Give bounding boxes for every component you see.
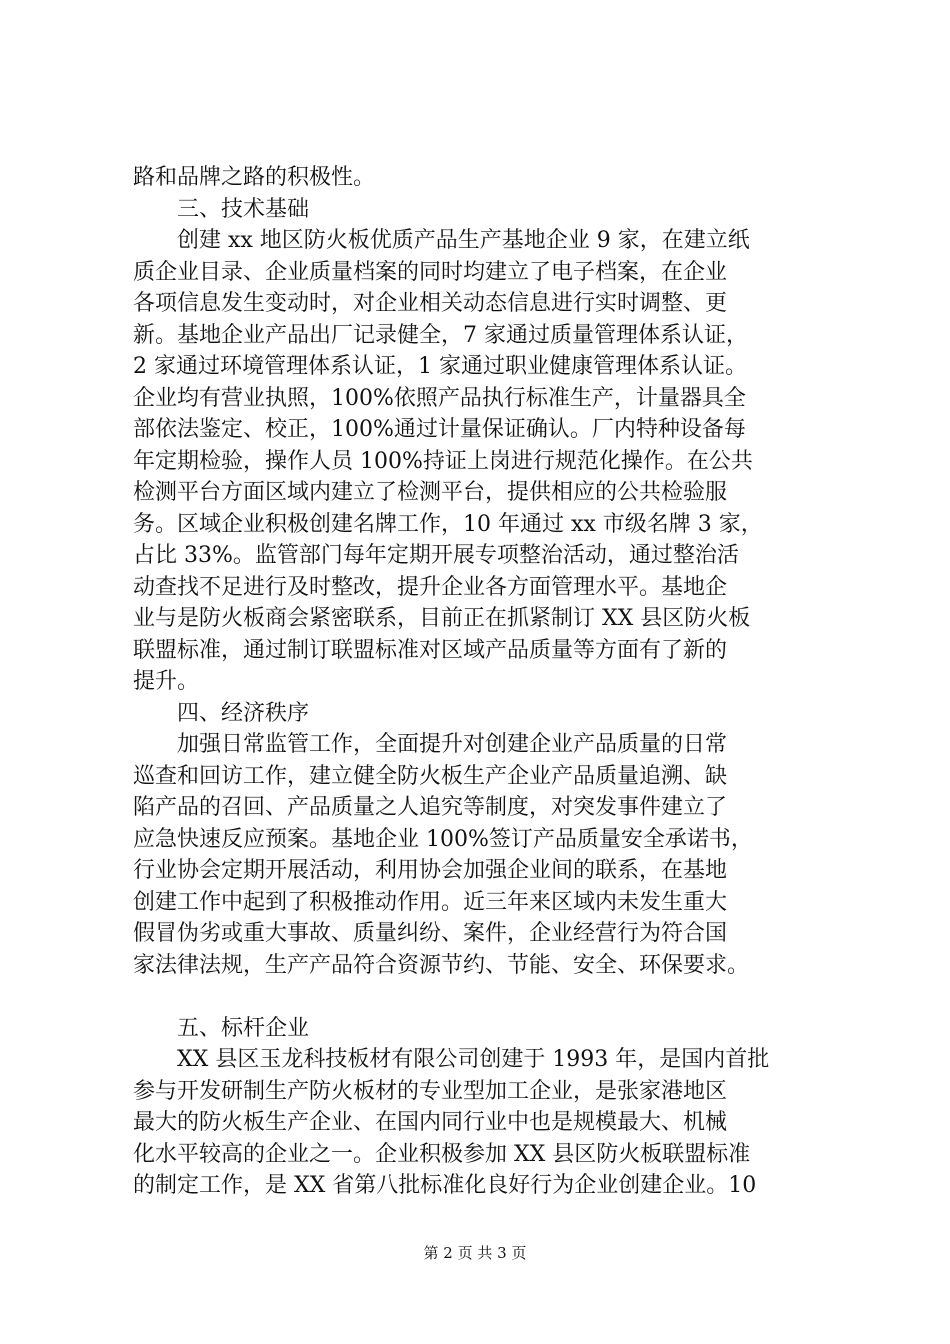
section-heading-3: 三、技术基础 (177, 196, 310, 222)
document-body (133, 162, 828, 1202)
paragraph-line: 巡查和回访工作，建立健全防火板生产企业产品质量追溯、缺 (133, 763, 728, 789)
paragraph-line: 联盟标准，通过制订联盟标准对区域产品质量等方面有了新的 (133, 637, 728, 663)
paragraph-line: 创建工作中起到了积极推动作用。近三年来区域内未发生重大 (133, 889, 728, 915)
paragraph-line: 部依法鉴定、校正，100%通过计量保证确认。厂内特种设备每 (133, 417, 746, 442)
paragraph-line: 动查找不足进行及时整改，提升企业各方面管理水平。基地企 (133, 574, 728, 600)
paragraph-line: 化水平较高的企业之一。企业积极参加 XX 县区防火板联盟标准 (133, 1141, 751, 1167)
paragraph-line: 质企业目录、企业质量档案的同时均建立了电子档案，在企业 (133, 259, 728, 285)
paragraph-line: 务。区域企业积极创建名牌工作，10 年通过 xx 市级名牌 3 家， (133, 511, 763, 537)
paragraph-line: XX 县区玉龙科技板材有限公司创建于 1993 年，是国内首批 (177, 1047, 770, 1072)
paragraph-line: 应急快速反应预案。基地企业 100%签订产品质量安全承诺书， (133, 826, 753, 852)
paragraph-line: 创建 xx 地区防火板优质产品生产基地企业 9 家，在建立纸 (177, 228, 750, 253)
section-heading-5: 五、标杆企业 (177, 1015, 310, 1041)
paragraph-line: 占比 33%。监管部门每年定期开展专项整治活动，通过整治活 (133, 543, 739, 568)
page-number-footer: 第 2 页 共 3 页 (423, 1244, 527, 1262)
paragraph-line: 年定期检验，操作人员 100%持证上岗进行规范化操作。在公共 (133, 448, 753, 474)
paragraph-line: 提升。 (133, 669, 200, 694)
paragraph-line: 加强日常监管工作，全面提升对创建企业产品质量的日常 (177, 732, 728, 757)
paragraph-line: 行业协会定期开展活动，利用协会加强企业间的联系，在基地 (133, 858, 728, 883)
paragraph-line: 2 家通过环境管理体系认证，1 家通过职业健康管理体系认证。 (133, 354, 747, 379)
blank-line (133, 981, 828, 1013)
paragraph-line: 检测平台方面区域内建立了检测平台，提供相应的公共检验服 (133, 480, 728, 505)
paragraph-line: 的制定工作，是 XX 省第八批标准化良好行为企业创建企业。10 (133, 1173, 757, 1198)
section-heading-4: 四、经济秩序 (177, 700, 310, 726)
paragraph-line: 新。基地企业产品出厂记录健全，7 家通过质量管理体系认证， (133, 322, 748, 348)
paragraph-line: 假冒伪劣或重大事故、质量纠纷、案件，企业经营行为符合国 (133, 921, 728, 946)
paragraph-line: 家法律法规，生产产品符合资源节约、节能、安全、环保要求。 (133, 952, 750, 978)
paragraph-line: 业与是防火板商会紧密联系，目前正在抓紧制订 XX 县区防火板 (133, 606, 751, 631)
paragraph-line: 各项信息发生变动时，对企业相关动态信息进行实时调整、更 (133, 291, 728, 316)
paragraph-line: 陷产品的召回、产品质量之人追究等制度，对突发事件建立了 (133, 795, 728, 820)
paragraph-line: 最大的防火板生产企业、在国内同行业中也是规模最大、机械 (133, 1110, 728, 1135)
paragraph-line: 参与开发研制生产防火板材的专业型加工企业，是张家港地区 (133, 1078, 728, 1104)
paragraph-line: 企业均有营业执照，100%依照产品执行标准生产，计量器具全 (133, 385, 746, 411)
paragraph-line: 路和品牌之路的积极性。 (133, 165, 376, 190)
